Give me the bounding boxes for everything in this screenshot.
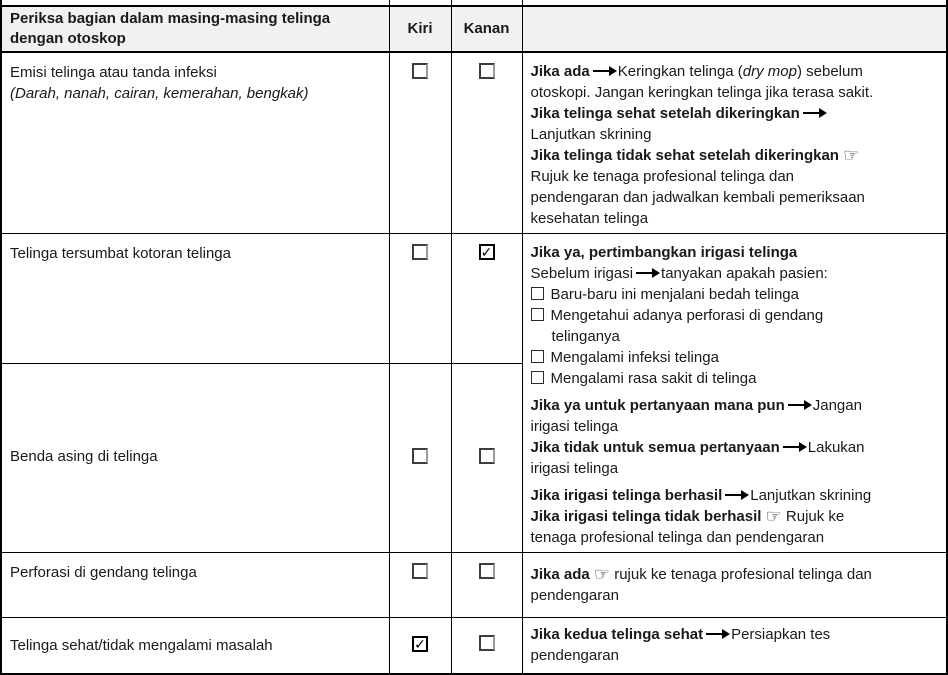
instruction-line	[531, 564, 929, 585]
instruction-line	[531, 395, 929, 416]
text-segment: pendengaran dan jadwalkan kembali pemeriksaan	[530, 189, 865, 206]
checklist-line	[531, 284, 929, 305]
right-ear-checkbox[interactable]: ✓	[479, 244, 495, 260]
checklist-checkbox-icon[interactable]	[531, 308, 544, 321]
criteria-cell	[1, 553, 389, 618]
arrow-right-icon	[803, 112, 819, 114]
text-segment: Lanjutkan skrining	[530, 126, 652, 143]
table-row	[1, 618, 947, 674]
text-segment: Jika irigasi telinga berhasil	[530, 487, 723, 504]
instruction-line	[531, 437, 929, 458]
instruction-cell	[522, 52, 947, 234]
header-row	[1, 6, 947, 52]
arrow-right-icon	[593, 70, 609, 72]
text-segment: Sebelum irigasi	[530, 265, 634, 282]
text-segment: Jika irigasi telinga tidak berhasil	[530, 508, 766, 525]
right-ear-cell	[451, 52, 522, 234]
left-ear-cell	[389, 234, 451, 364]
row-label: Telinga sehat/tidak mengalami masalah	[10, 636, 273, 654]
text-segment: pendengaran	[530, 587, 619, 604]
row-label: Telinga tersumbat kotoran telinga	[10, 245, 231, 262]
right-ear-cell	[451, 234, 522, 364]
right-ear-checkbox[interactable]	[479, 563, 495, 579]
text-segment: Jika telinga sehat setelah dikeringkan	[530, 105, 800, 122]
right-ear-cell	[451, 553, 522, 618]
text-segment: irigasi telinga	[530, 418, 619, 435]
text-segment: Rujuk ke tenaga profesional telinga dan	[530, 168, 795, 185]
criteria-cell	[1, 52, 389, 234]
table-row	[1, 52, 947, 234]
instruction-line	[531, 506, 929, 527]
checklist-checkbox-icon[interactable]	[531, 287, 544, 300]
text-segment: Mengalami rasa sakit di telinga	[550, 370, 757, 387]
arrow-right-icon	[725, 494, 741, 496]
instruction-line	[531, 82, 929, 103]
text-segment: Jika telinga tidak sehat setelah dikeringkan	[530, 147, 844, 164]
left-ear-checkbox[interactable]	[412, 448, 428, 464]
right-ear-checkbox[interactable]	[479, 448, 495, 464]
text-segment: Jika ada	[530, 63, 590, 80]
text-segment: dry mop	[742, 63, 797, 80]
text-segment: irigasi telinga	[530, 460, 619, 477]
left-ear-checkbox[interactable]	[412, 244, 428, 260]
instruction-line	[531, 645, 929, 666]
header-instructions	[522, 6, 947, 52]
instruction-line	[531, 242, 929, 263]
instruction-line	[531, 416, 929, 437]
header-right-ear: Kanan	[451, 6, 522, 52]
text-segment: tenaga profesional telinga dan pendengaran	[530, 529, 825, 546]
pointing-hand-icon: ☞	[843, 145, 860, 166]
table-row	[1, 234, 947, 364]
instruction-line	[531, 585, 929, 606]
arrow-right-icon	[636, 272, 652, 274]
text-segment: Jika kedua telinga sehat	[530, 626, 704, 644]
instruction-line	[531, 145, 929, 166]
text-segment: Baru-baru ini menjalani bedah telinga	[550, 286, 799, 303]
arrow-right-icon	[706, 633, 722, 635]
row-sublabel: (Darah, nanah, cairan, kemerahan, bengkak)	[10, 85, 309, 102]
text-segment: Rujuk ke	[781, 508, 845, 525]
left-ear-cell	[389, 553, 451, 618]
text-segment: rujuk ke tenaga profesional telinga dan	[610, 566, 872, 583]
instruction-line	[531, 624, 929, 645]
text-segment: Mengalami infeksi telinga	[550, 349, 719, 366]
row-label: Benda asing di telinga	[10, 447, 158, 465]
text-segment: Jika ada	[530, 566, 594, 583]
instruction-cell	[522, 618, 947, 674]
checklist-line	[531, 368, 929, 389]
text-segment: otoskopi. Jangan keringkan telinga jika terasa sakit.	[530, 84, 874, 101]
right-ear-cell	[451, 364, 522, 553]
text-segment: Persiapkan tes	[731, 626, 831, 644]
checklist-checkbox-icon[interactable]	[531, 371, 544, 384]
text-segment: pendengaran	[530, 647, 619, 665]
criteria-cell	[1, 618, 389, 674]
instruction-cell	[522, 553, 947, 618]
instruction-line	[531, 61, 929, 82]
left-ear-cell	[389, 618, 451, 674]
left-ear-checkbox[interactable]	[412, 63, 428, 79]
instruction-line	[531, 458, 929, 479]
right-ear-cell	[451, 618, 522, 674]
row-label: Emisi telinga atau tanda infeksi	[10, 64, 217, 81]
pointing-hand-icon: ☞	[593, 564, 611, 585]
text-segment: Jika ya untuk pertanyaan mana pun	[530, 397, 785, 414]
text-segment: ) sebelum	[796, 63, 863, 80]
text-segment: Jangan	[812, 397, 862, 414]
header-criteria: Periksa bagian dalam masing-masing telinga dengan otoskop	[1, 6, 389, 52]
table-row	[1, 553, 947, 618]
criteria-cell	[1, 364, 389, 553]
row-label: Perforasi di gendang telinga	[10, 564, 197, 581]
text-segment: telinganya	[551, 328, 620, 345]
text-segment: Lanjutkan skrining	[750, 487, 872, 504]
checklist-line	[531, 305, 929, 326]
criteria-cell	[1, 234, 389, 364]
text-segment: tanyakan apakah pasien:	[661, 265, 828, 282]
text-segment: kesehatan telinga	[530, 210, 649, 227]
checklist-line	[531, 347, 929, 368]
instruction-line	[531, 187, 929, 208]
instruction-line	[531, 103, 929, 124]
instruction-cell-merged	[522, 234, 947, 553]
header-left-ear: Kiri	[389, 6, 451, 52]
text-segment: Jika ya, pertimbangkan irigasi telinga	[530, 244, 798, 261]
instruction-line	[531, 485, 929, 506]
left-ear-cell	[389, 364, 451, 553]
right-ear-checkbox[interactable]	[479, 63, 495, 79]
text-segment: Jika tidak untuk semua pertanyaan	[530, 439, 780, 456]
arrow-right-icon	[783, 446, 799, 448]
instruction-line	[531, 166, 929, 187]
right-ear-checkbox[interactable]	[479, 635, 495, 651]
left-ear-cell	[389, 52, 451, 234]
text-segment: Keringkan telinga (	[617, 63, 743, 80]
instruction-line	[531, 527, 929, 548]
left-ear-checkbox[interactable]: ✓	[412, 636, 428, 652]
instruction-line	[531, 326, 929, 347]
instruction-line	[531, 124, 929, 145]
instruction-line	[531, 263, 929, 284]
arrow-right-icon	[788, 404, 804, 406]
text-segment: Lakukan	[807, 439, 865, 456]
instruction-line	[531, 208, 929, 229]
text-segment: Mengetahui adanya perforasi di gendang	[550, 307, 824, 324]
left-ear-checkbox[interactable]	[412, 563, 428, 579]
checklist-checkbox-icon[interactable]	[531, 350, 544, 363]
pointing-hand-icon: ☞	[765, 506, 782, 527]
